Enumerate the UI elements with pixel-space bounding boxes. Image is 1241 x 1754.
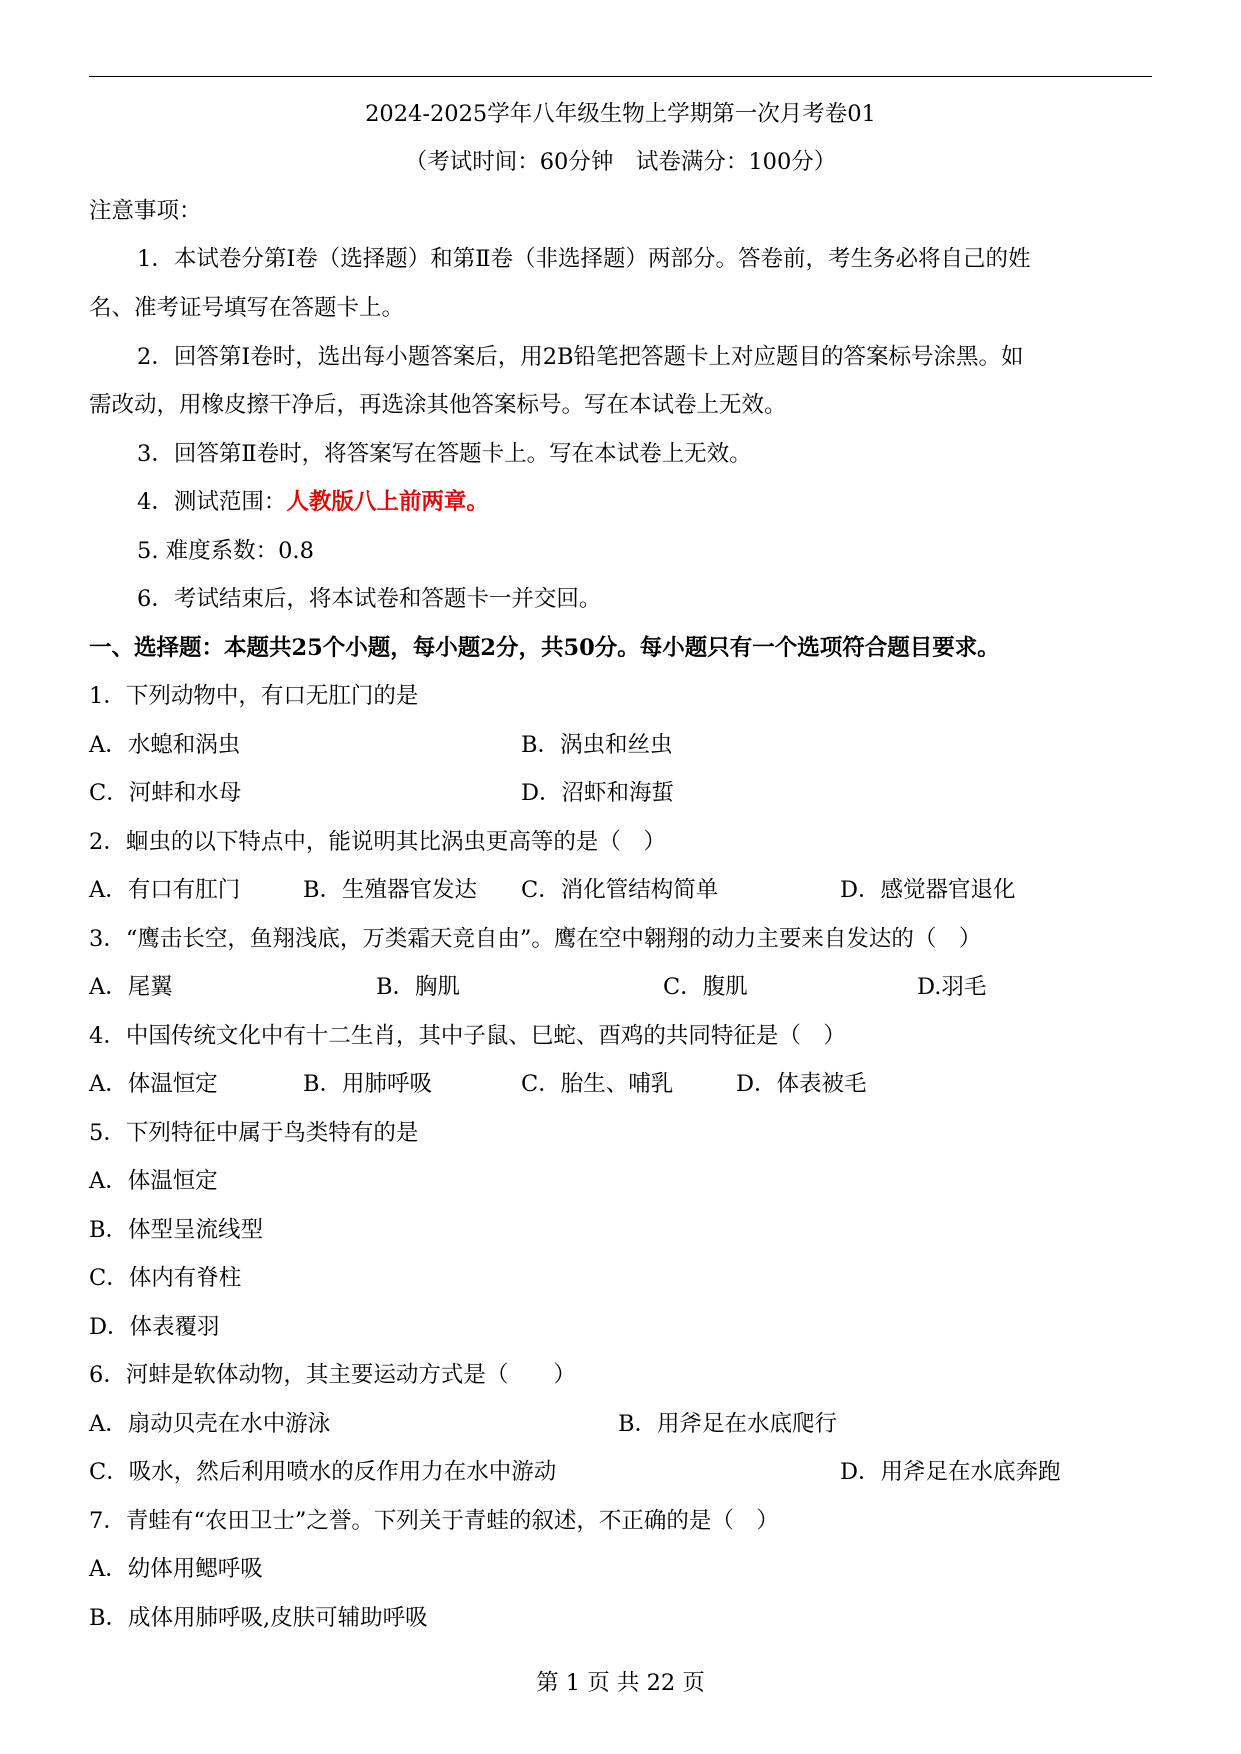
question-stem: 1．下列动物中，有口无肛门的是 (89, 683, 419, 709)
question-stem: 7．青蛙有“农田卫士”之誉。下列关于青蛙的叙述，不正确的是（ ） (89, 1508, 779, 1534)
option-a: A．尾翼 (89, 974, 173, 1000)
question-stem: 3．“鹰击长空，鱼翔浅底，万类霜天竞自由”。鹰在空中翱翔的动力主要来自发达的（ ） (89, 926, 982, 952)
option-d: D．感觉器官退化 (840, 877, 1016, 903)
notice-item-4 (137, 491, 489, 514)
option-d: D．体表覆羽 (89, 1314, 220, 1340)
notice-heading: 注意事项： (89, 198, 202, 224)
option-b: B．用斧足在水底爬行 (618, 1411, 838, 1437)
notice-item-6: 6．考试结束后，将本试卷和答题卡一并交回。 (137, 586, 602, 612)
option-d: D．体表被毛 (736, 1071, 867, 1097)
page-number: 第 1 页 共 22 页 (536, 1670, 705, 1696)
option-c: C．体内有脊柱 (89, 1265, 242, 1291)
option-d: D.羽毛 (917, 974, 987, 1000)
option-a: A．幼体用鳃呼吸 (89, 1556, 263, 1582)
option-a: A．扇动贝壳在水中游泳 (89, 1411, 331, 1437)
notice-item-2-line-2: 需改动，用橡皮擦干净后，再选涂其他答案标号。写在本试卷上无效。 (89, 392, 787, 418)
notice-item-4-prefix: 4．测试范围： (137, 489, 287, 515)
option-c: C．吸水，然后利用喷水的反作用力在水中游动 (89, 1459, 557, 1485)
notice-item-1-line-2: 名、准考证号填写在答题卡上。 (89, 295, 405, 321)
option-b: B．胸肌 (376, 974, 461, 1000)
notice-item-3: 3．回答第Ⅱ卷时，将答案写在答题卡上。写在本试卷上无效。 (137, 441, 752, 467)
option-b: B．体型呈流线型 (89, 1217, 264, 1243)
option-c: C．消化管结构简单 (521, 877, 719, 903)
question-stem: 6．河蚌是软体动物，其主要运动方式是（ ） (89, 1362, 576, 1388)
top-rule (89, 76, 1152, 77)
option-d: D．用斧足在水底奔跑 (840, 1459, 1061, 1485)
notice-item-2-line-1: 2．回答第Ⅰ卷时，选出每小题答案后，用2B铅笔把答题卡上对应题目的答案标号涂黑。如 (137, 344, 1024, 370)
exam-subtitle: （考试时间：60分钟 试卷满分：100分） (404, 149, 837, 175)
option-b: B．成体用肺呼吸,皮肤可辅助呼吸 (89, 1605, 428, 1631)
section-heading: 一、选择题：本题共25个小题，每小题2分，共50分。每小题只有一个选项符合题目要求。 (89, 635, 1000, 661)
option-d: D．沼虾和海蜇 (521, 780, 675, 806)
option-b: B．涡虫和丝虫 (521, 732, 673, 758)
option-a: A．体温恒定 (89, 1071, 218, 1097)
test-scope-highlight: 人教版八上前两章。 (286, 489, 489, 515)
notice-item-5: 5. 难度系数：0.8 (137, 538, 314, 564)
option-a: A．有口有肛门 (89, 877, 241, 903)
option-a: A．体温恒定 (89, 1168, 218, 1194)
question-stem: 5．下列特征中属于鸟类特有的是 (89, 1120, 419, 1146)
option-b: B．用肺呼吸 (303, 1071, 433, 1097)
option-b: B．生殖器官发达 (303, 877, 478, 903)
notice-item-1-line-1: 1．本试卷分第Ⅰ卷（选择题）和第Ⅱ卷（非选择题）两部分。答卷前，考生务必将自己的姓 (137, 246, 1031, 272)
option-c: C．腹肌 (663, 974, 748, 1000)
question-stem: 4．中国传统文化中有十二生肖，其中子鼠、巳蛇、酉鸡的共同特征是（ ） (89, 1023, 846, 1049)
option-c: C．胎生、哺乳 (521, 1071, 674, 1097)
option-a: A．水螅和涡虫 (89, 732, 241, 758)
option-c: C．河蚌和水母 (89, 780, 242, 806)
question-stem: 2．蛔虫的以下特点中，能说明其比涡虫更高等的是（ ） (89, 829, 666, 855)
exam-title: 2024-2025学年八年级生物上学期第一次月考卷01 (365, 101, 876, 127)
